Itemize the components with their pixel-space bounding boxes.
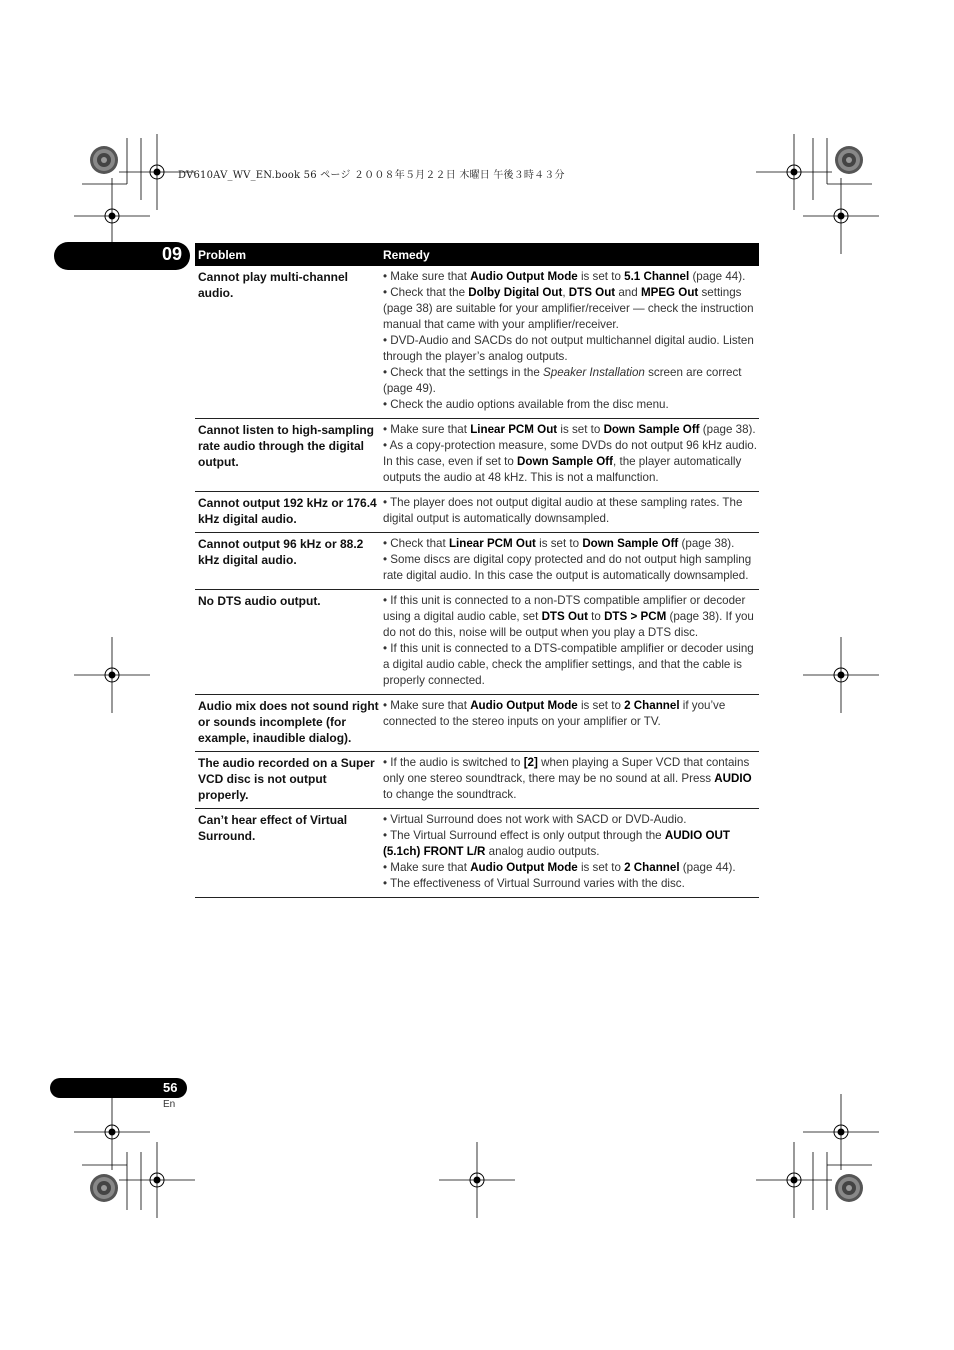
remedy-text: when playing a Super VCD that contains only one stereo soundtrack, there may be no sound at all. Press <box>383 756 750 785</box>
problem-cell: No DTS audio output. <box>198 594 321 608</box>
remedy-bullet <box>383 812 759 828</box>
emphasis-text: AUDIO <box>714 772 752 785</box>
problem-cell: Can’t hear effect of Virtual Surround. <box>198 813 348 843</box>
remedy-text: if you’ve connected to the stereo inputs on your amplifier or TV. <box>383 699 726 728</box>
table-row <box>195 533 759 590</box>
remedy-cell <box>380 755 759 803</box>
remedy-text: (page 44). <box>689 270 746 283</box>
remedy-text: • Virtual Surround does not work with SACD or DVD-Audio. <box>383 813 687 826</box>
emphasis-text: Audio Output Mode <box>470 270 578 283</box>
remedy-text: • Make sure that <box>383 270 471 283</box>
remedy-text: , <box>562 286 569 299</box>
remedy-text: • The effectiveness of Virtual Surround varies with the disc. <box>383 877 685 890</box>
remedy-bullet <box>383 552 759 584</box>
remedy-text: is set to <box>577 270 625 283</box>
remedy-text: is set to <box>557 423 604 436</box>
remedy-text: • Make sure that <box>383 861 471 874</box>
remedy-text: analog audio outputs. <box>485 845 600 858</box>
remedy-bullet <box>383 698 759 730</box>
remedy-cell <box>380 536 759 584</box>
table-row <box>195 492 759 533</box>
language-label: En <box>163 1099 176 1110</box>
emphasis-text: Linear PCM Out <box>470 423 558 436</box>
remedy-text: • Some discs are digital copy protected and do not output high sampling rate digital audio. In this case the output is automatically downsampled. <box>383 553 752 582</box>
remedy-cell <box>380 422 759 486</box>
table-row <box>195 695 759 752</box>
remedy-text: , the player automatically outputs the audio at 48 kHz. This is not a malfunction. <box>383 455 742 484</box>
remedy-text: • As a copy-protection measure, some DVDs do not output 96 kHz audio. In this case, even if set to <box>383 439 757 468</box>
table-row <box>195 752 759 809</box>
remedy-text: • If this unit is connected to a DTS-compatible amplifier or decoder using a digital audio cable, check the amplifier settings, and that the cable is properly connected. <box>383 642 754 687</box>
print-slug: DV610AV_WV_EN.book 56 ページ ２００８年５月２２日 木曜日 午後３時４３分 <box>178 170 565 181</box>
remedy-bullet <box>383 860 759 876</box>
remedy-text: and <box>615 286 641 299</box>
table-row <box>195 590 759 695</box>
remedy-cell <box>380 698 759 746</box>
remedy-bullet <box>383 536 759 552</box>
table-body <box>195 266 759 898</box>
remedy-cell <box>380 812 759 892</box>
emphasis-text: 2 Channel <box>624 699 680 712</box>
remedy-text: screen are correct (page 49). <box>383 366 742 395</box>
remedy-text: (page 38). <box>699 423 756 436</box>
remedy-text: • Make sure that <box>383 423 471 436</box>
problem-cell: The audio recorded on a Super VCD disc is not output properly. <box>198 756 375 802</box>
remedy-text: • Check that <box>383 537 449 550</box>
remedy-text: • Check that the <box>383 286 469 299</box>
remedy-text: to change the soundtrack. <box>383 788 517 801</box>
remedy-bullet <box>383 365 759 397</box>
remedy-text: to <box>587 610 605 623</box>
remedy-text: • Make sure that <box>383 699 471 712</box>
emphasis-text: Audio Output Mode <box>470 861 578 874</box>
problem-cell: Cannot output 192 kHz or 176.4 kHz digital audio. <box>198 496 377 526</box>
remedy-text: (page 38). If you do not do this, noise will be output when you play a DTS disc. <box>383 610 754 639</box>
emphasis-text: Linear PCM Out <box>448 537 536 550</box>
emphasis-text: AUDIO OUT (5.1ch) FRONT L/R <box>383 829 730 858</box>
troubleshooting-table <box>195 243 759 898</box>
remedy-text: • The Virtual Surround effect is only output through the <box>383 829 665 842</box>
remedy-bullet <box>383 333 759 365</box>
table-row <box>195 419 759 492</box>
remedy-bullet <box>383 438 759 486</box>
remedy-bullet <box>383 828 759 860</box>
problem-cell: Audio mix does not sound right or sounds incomplete (for example, inaudible dialog). <box>198 699 379 745</box>
emphasis-text: DTS > PCM <box>604 610 667 623</box>
remedy-bullet <box>383 641 759 689</box>
emphasis-text: Dolby Digital Out <box>468 286 563 299</box>
chapter-number: 09 <box>162 244 183 264</box>
emphasis-text: Down Sample Off <box>582 537 679 550</box>
remedy-text: (page 44). <box>679 861 736 874</box>
remedy-bullet <box>383 495 759 527</box>
remedy-bullet <box>383 422 759 438</box>
emphasis-text: DTS Out <box>541 610 588 623</box>
remedy-bullet <box>383 269 759 285</box>
page-number: 56 <box>163 1080 178 1095</box>
emphasis-text: Audio Output Mode <box>470 699 578 712</box>
remedy-text: • If the audio is switched to <box>383 756 524 769</box>
table-row <box>195 809 759 898</box>
problem-cell: Cannot listen to high-sampling rate audio through the digital output. <box>198 423 374 469</box>
emphasis-text: DTS Out <box>568 286 616 299</box>
remedy-cell <box>380 269 759 413</box>
remedy-bullet <box>383 285 759 333</box>
emphasis-text: MPEG Out <box>640 286 699 299</box>
remedy-text: • If this unit is connected to a non-DTS compatible amplifier or decoder using a digital audio cable, set <box>383 594 746 623</box>
remedy-bullet <box>383 397 759 413</box>
emphasis-text: 2 Channel <box>624 861 680 874</box>
remedy-text: • The player does not output digital audio at these sampling rates. The digital output is automatically downsampled. <box>383 496 743 525</box>
table-row <box>195 266 759 419</box>
remedy-text: • Check that the settings in the <box>383 366 544 379</box>
problem-cell: Cannot play multi-channel audio. <box>198 270 349 300</box>
header-problem: Problem <box>198 247 247 262</box>
remedy-text: is set to <box>577 861 625 874</box>
remedy-text: • DVD-Audio and SACDs do not output multichannel digital audio. Listen through the player’s analog outputs. <box>383 334 754 363</box>
remedy-text: settings (page 38) are suitable for your amplifier/receiver — check the instruction manual that came with your amplifier/receiver. <box>383 286 754 331</box>
remedy-bullet <box>383 876 759 892</box>
problem-cell: Cannot output 96 kHz or 88.2 kHz digital audio. <box>198 537 364 567</box>
remedy-bullet <box>383 755 759 803</box>
remedy-text: is set to <box>577 699 625 712</box>
emphasis-text: Down Sample Off <box>603 423 700 436</box>
remedy-text: (page 38). <box>678 537 735 550</box>
emphasis-text: Down Sample Off <box>517 455 614 468</box>
header-remedy: Remedy <box>383 247 430 262</box>
remedy-text: is set to <box>535 537 583 550</box>
table-header <box>195 243 759 266</box>
remedy-text: Speaker Installation <box>543 366 645 379</box>
remedy-cell <box>380 593 759 689</box>
emphasis-text: [2] <box>523 756 538 769</box>
emphasis-text: 5.1 Channel <box>624 270 690 283</box>
remedy-text: • Check the audio options available from the disc menu. <box>383 398 669 411</box>
remedy-cell <box>380 495 759 527</box>
remedy-bullet <box>383 593 759 641</box>
